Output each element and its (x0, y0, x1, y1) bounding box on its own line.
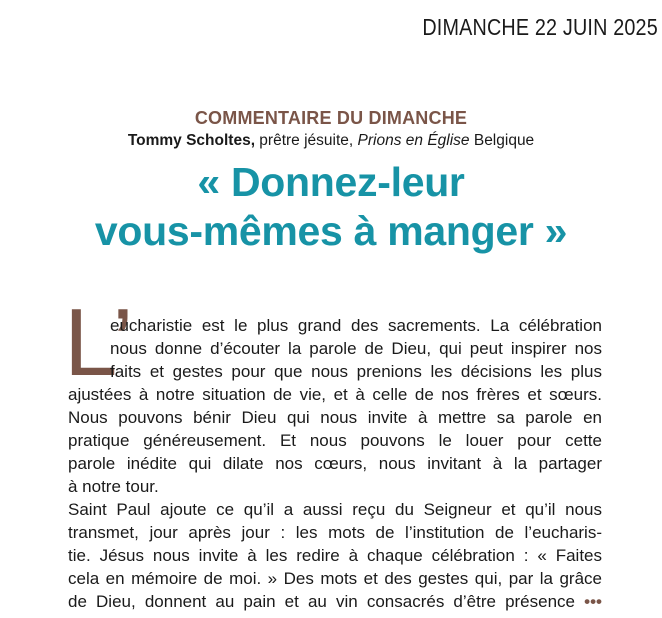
body-line: transmet, jour après jour : les mots de l’institution de l’eucharis- (68, 523, 602, 542)
body-line: cela en mémoire de moi. » Des mots et des gestes qui, par la grâce (68, 569, 602, 588)
issue-date: DIMANCHE 22 JUIN 2025 (422, 14, 658, 40)
byline-publication: Prions en Église (357, 132, 470, 149)
article-kicker: COMMENTAIRE DU DIMANCHE (194, 108, 468, 128)
continuation-mark: ••• (584, 592, 602, 611)
byline-country: Belgique (469, 132, 535, 149)
body-line: parole inédite qui dilate nos cœurs, nous invitant à la partager (68, 454, 602, 473)
body-line: pratique généreusement. Et nous pouvons le louer pour cette (68, 431, 602, 450)
body-line: faits et gestes pour que nous prenions les décisions les plus (110, 362, 602, 381)
headline-line-2: vous-mêmes à manger » (94, 208, 568, 254)
body-line: ajustées à notre situation de vie, et à celle de nos frères et sœurs. (68, 385, 602, 404)
body-line: nous donne d’écouter la parole de Dieu, qui peut inspirer nos (110, 339, 602, 358)
body-line-text: de Dieu, donnent au pain et au vin consacrés d’être présence (68, 592, 576, 611)
article-byline (0, 132, 662, 150)
body-line: eucharistie est le plus grand des sacrements. La célébration (110, 316, 602, 335)
body-line: tie. Jésus nous invite à les redire à chaque célébration : « Faites (68, 546, 602, 565)
byline-role: prêtre jésuite, (255, 132, 358, 149)
drop-cap: L’ (64, 289, 134, 396)
body-line: Saint Paul ajoute ce qu’il a aussi reçu du Seigneur et qu’il nous (68, 500, 602, 519)
body-line: Nous pouvons bénir Dieu qui nous invite à mettre sa parole en (68, 408, 602, 427)
article-headline (0, 158, 662, 256)
body-line: à notre tour. (68, 477, 159, 496)
body-line-last (68, 591, 602, 612)
byline-author: Tommy Scholtes, (127, 132, 255, 149)
headline-line-1: « Donnez-leur (197, 159, 465, 205)
